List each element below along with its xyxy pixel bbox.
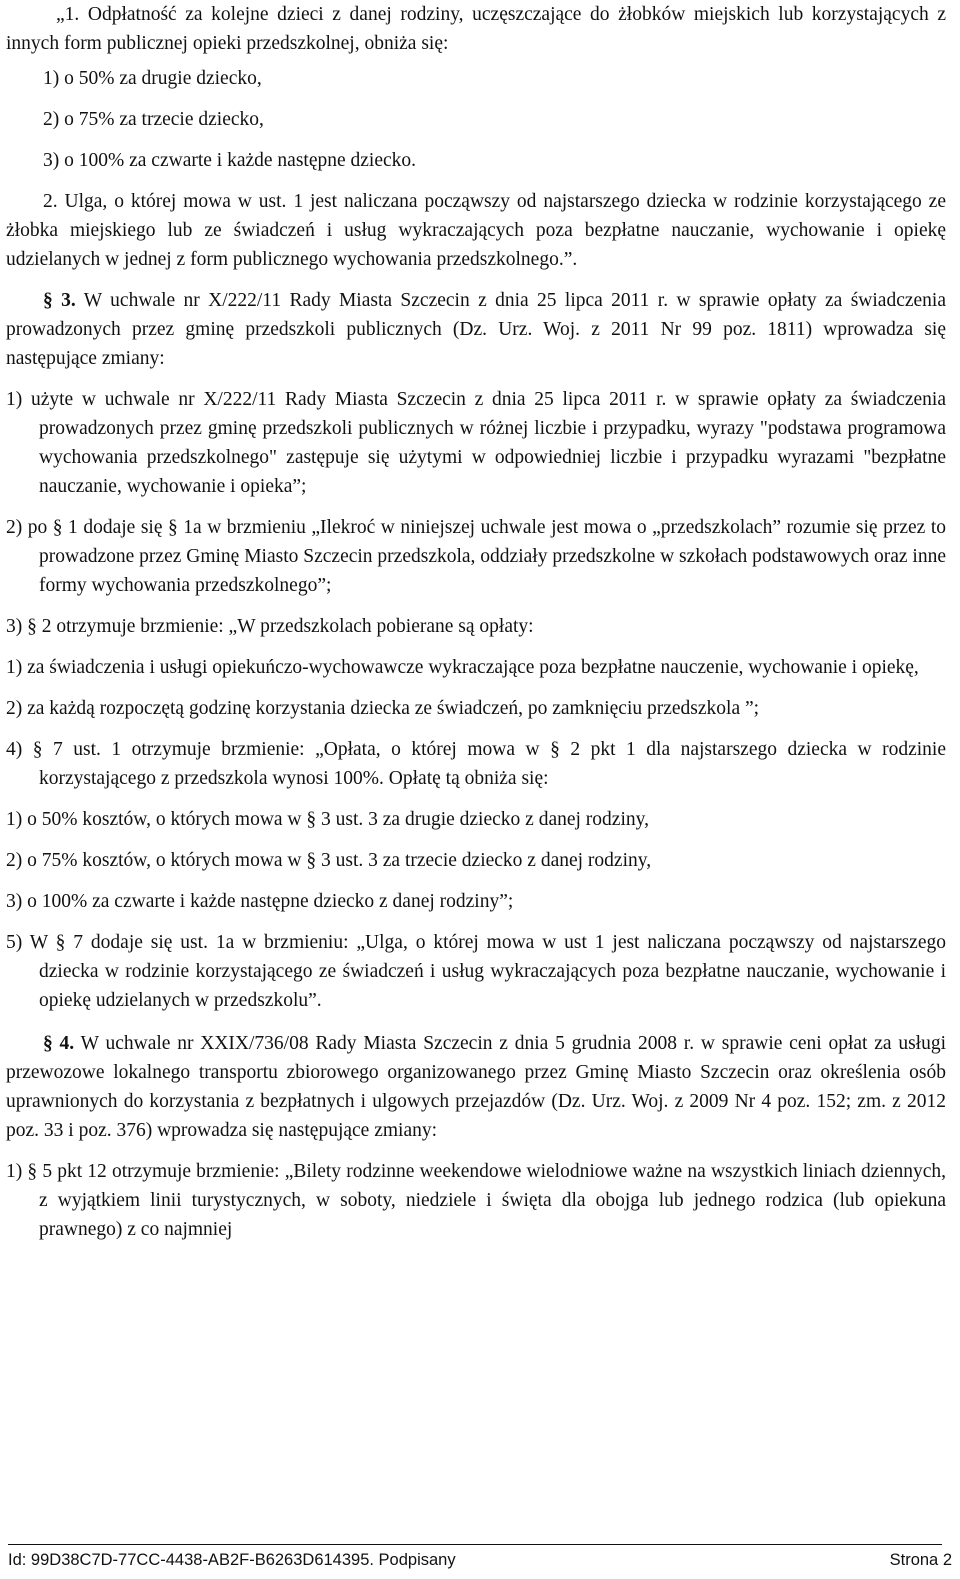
- section-4: [6, 1029, 946, 1145]
- section-number: § 4.: [43, 1033, 75, 1054]
- list-item: 1) użyte w uchwale nr X/222/11 Rady Miasta Szczecin z dnia 25 lipca 2011 r. w sprawie opłaty za świadczenia prowadzonych przez gminę przedszkoli publicznych w różnej liczbie i przypadku, wyrazy "podstawa programowa wychowania przedszkolnego" zastępuje się użytymi w odpowiedniej liczbie i przypadku wyrazami "bezpłatne nauczanie, wychowanie i opieka”;: [6, 389, 946, 497]
- page-number: Strona 2: [889, 1551, 952, 1569]
- section-3: [6, 286, 946, 373]
- footer-divider: [8, 1544, 942, 1545]
- list-item: 2) za każdą rozpoczętą godzinę korzystania dziecka ze świadczeń, po zamknięciu przedszkola ”;: [6, 698, 760, 719]
- list-item: 3) § 2 otrzymuje brzmienie: „W przedszkolach pobierane są opłaty:: [6, 616, 534, 637]
- list-item: 1) za świadczenia i usługi opiekuńczo-wychowawcze wykraczające poza bezpłatne nauczenie, wychowanie i opiekę,: [6, 657, 919, 678]
- list-item: 1) o 50% za drugie dziecko,: [43, 68, 262, 89]
- list-item: 2) o 75% za trzecie dziecko,: [43, 109, 264, 130]
- document-id: Id: 99D38C7D-77CC-4438-AB2F-B6263D614395. Podpisany: [8, 1551, 456, 1569]
- paragraph-1: „1. Odpłatność za kolejne dzieci z danej rodziny, uczęszczające do żłobków miejskich lub korzystających z innych form publicznej opieki przedszkolnej, obniża się:: [6, 4, 946, 54]
- list-item: 4) § 7 ust. 1 otrzymuje brzmienie: „Opłata, o której mowa w § 2 pkt 1 dla najstarszego dziecka w rodzinie korzystającego z przedszkola wynosi 100%. Opłatę tą obniża się:: [6, 739, 946, 789]
- section-number: § 3.: [43, 290, 76, 311]
- list-item: 1) o 50% kosztów, o których mowa w § 3 ust. 3 za drugie dziecko z danej rodziny,: [6, 809, 649, 830]
- list-item: 3) o 100% za czwarte i każde następne dziecko z danej rodziny”;: [6, 891, 514, 912]
- document-body: [6, 0, 946, 1244]
- section-text: W uchwale nr X/222/11 Rady Miasta Szczecin z dnia 25 lipca 2011 r. w sprawie opłaty za świadczenia prowadzonych przez gminę przedszkoli publicznych (Dz. Urz. Woj. z 2011 Nr 99 poz. 1811) wprowadza się następujące zmiany:: [6, 290, 946, 369]
- list-item: 2) po § 1 dodaje się § 1a w brzmieniu „Ilekroć w niniejszej uchwale jest mowa o „przedszkolach” rozumie się przez to prowadzone przez Gminę Miasto Szczecin przedszkola, oddziały przedszkolne w szkołach podstawowych oraz inne formy wychowania przedszkolnego”;: [6, 517, 946, 596]
- list-item: 2) o 75% kosztów, o których mowa w § 3 ust. 3 za trzecie dziecko z danej rodziny,: [6, 850, 652, 871]
- list-item: 3) o 100% za czwarte i każde następne dziecko.: [43, 150, 417, 171]
- section-text: W uchwale nr XXIX/736/08 Rady Miasta Szczecin z dnia 5 grudnia 2008 r. w sprawie ceni opłat za usługi przewozowe lokalnego transportu zbiorowego organizowanego przez Gminę Miasto Szczecin oraz określenia osób uprawnionych do korzystania z bezpłatnych i ulgowych przejazdów (Dz. Urz. Woj. z 2009 Nr 4 poz. 152; zm. z 2012 poz. 33 i poz. 376) wprowadza się następujące zmiany:: [6, 1033, 947, 1141]
- list-item: 5) W § 7 dodaje się ust. 1a w brzmieniu: „Ulga, o której mowa w ust 1 jest naliczana począwszy od najstarszego dziecka w rodzinie korzystającego ze świadczeń i usług wykraczających poza bezpłatne nauczanie, wychowanie i opiekę udzielanych w przedszkolu”.: [6, 932, 946, 1011]
- paragraph-2: 2. Ulga, o której mowa w ust. 1 jest naliczana począwszy od najstarszego dziecka w rodzinie korzystającego ze żłobka miejskiego lub ze świadczeń i usług wykraczających poza bezpłatne nauczanie, wychowanie i opiekę udzielanych w jednej z form publicznego wychowania przedszkolnego.”.: [6, 191, 946, 270]
- list-item: 1) § 5 pkt 12 otrzymuje brzmienie: „Bilety rodzinne weekendowe wielodniowe ważne na wszystkich liniach dziennych, z wyjątkiem linii turystycznych, w soboty, niedziele i święta dla obojga lub jednego rodzica (lub opiekuna prawnego) z co najmniej: [6, 1161, 946, 1240]
